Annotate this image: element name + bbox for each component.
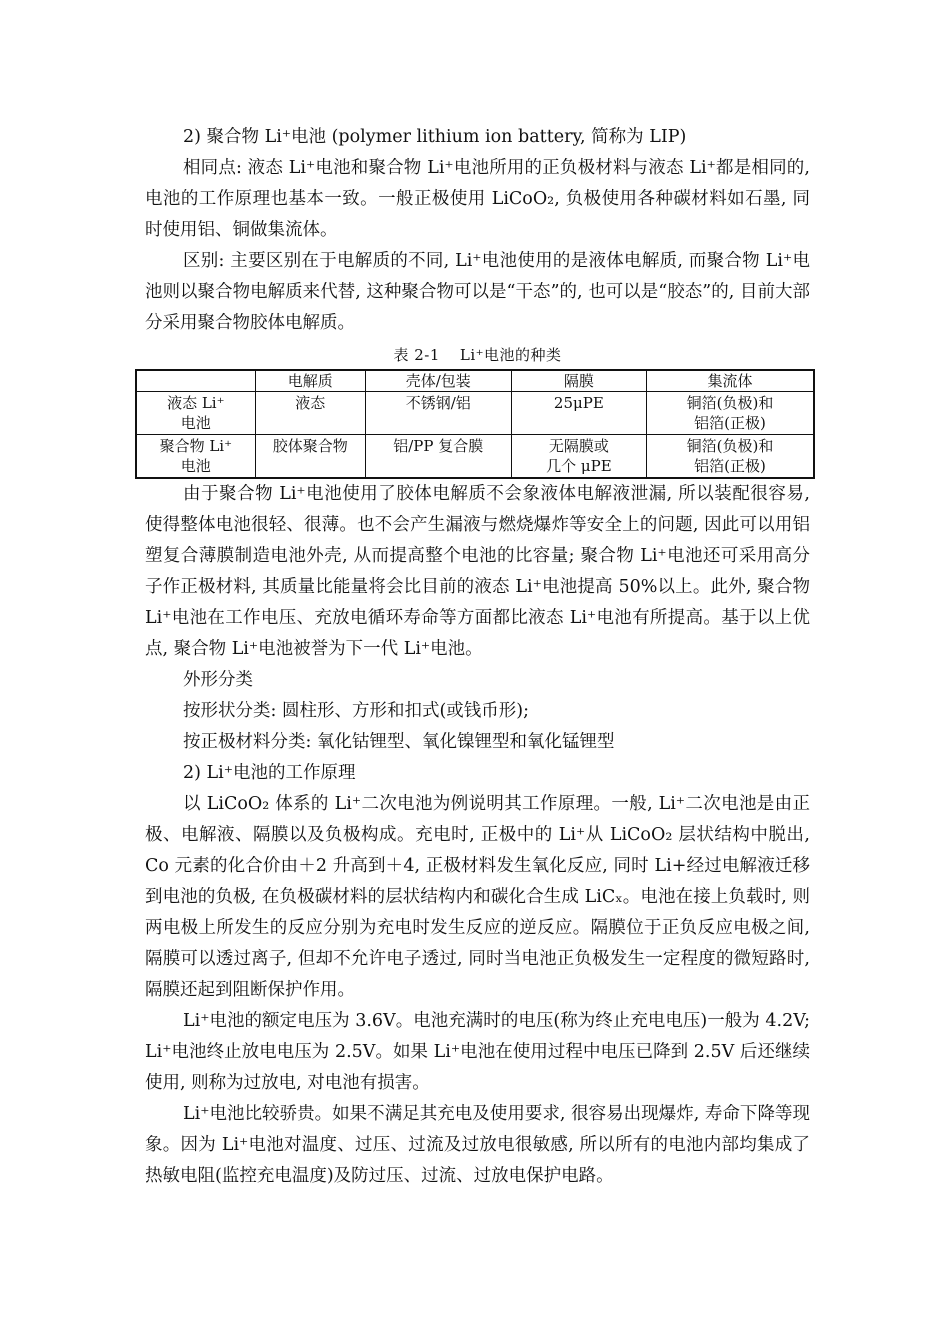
- table-caption: [145, 341, 810, 369]
- paragraph-differences: 区别: 主要区别在于电解质的不同, Li⁺电池使用的是液体电解质, 而聚合物 Li⁺电池则以聚合物电解质来代替, 这种聚合物可以是“干态”的, 也可以是“胶态”的, 目前大部分采用聚合物胶体电解质。: [145, 251, 810, 333]
- table-cell: 无隔膜或 几个 μPE: [511, 435, 646, 479]
- paragraph-similarities: 相同点: 液态 Li⁺电池和聚合物 Li⁺电池所用的正负极材料与液态 Li⁺都是相同的, 电池的工作原理也基本一致。一般正极使用 LiCoO₂, 负极使用各种碳材料如石墨, 同时使用铝、铜做集流体。: [145, 158, 810, 240]
- paragraph-protection: Li⁺电池比较骄贵。如果不满足其充电及使用要求, 很容易出现爆炸, 寿命下降等现象。因为 Li⁺电池对温度、过压、过流及过放电很敏感, 所以所有的电池内部均集成了热敏电阻(监控充电温度)及防过压、过流、过放电保护电路。: [145, 1104, 810, 1186]
- table-caption-number: 表 2-1: [393, 346, 440, 364]
- table-header-cell: [136, 370, 255, 392]
- table-caption-title: Li⁺电池的种类: [459, 346, 562, 364]
- table-cell: 铜箔(负极)和 铝箔(正极): [647, 435, 814, 479]
- paragraph-voltage: Li⁺电池的额定电压为 3.6V。电池充满时的电压(称为终止充电电压)一般为 4.2V; Li⁺电池终止放电电压为 2.5V。如果 Li⁺电池在使用过程中电压已降到 2.5V 后还继续使用, 则称为过放电, 对电池有损害。: [145, 1011, 810, 1093]
- heading-shape-classification: 外形分类: [183, 670, 253, 690]
- table-row: [136, 435, 814, 479]
- table-row: [136, 392, 814, 435]
- table-cell: 液态 Li⁺ 电池: [136, 392, 255, 435]
- table-header-cell: 电解质: [255, 370, 365, 392]
- list-item-by-cathode: 按正极材料分类: 氧化钴锂型、氧化镍锂型和氧化锰锂型: [183, 732, 615, 752]
- table-cell: 不锈钢/铝: [365, 392, 511, 435]
- table-cell: 25μPE: [511, 392, 646, 435]
- table-header-cell: 壳体/包装: [365, 370, 511, 392]
- table-header-row: [136, 370, 814, 392]
- battery-types-table: [135, 369, 815, 479]
- table-cell: 液态: [255, 392, 365, 435]
- paragraph-working-principle: 以 LiCoO₂ 体系的 Li⁺二次电池为例说明其工作原理。一般, Li⁺二次电池是由正极、电解液、隔膜以及负极构成。充电时, 正极中的 Li⁺从 LiCoO₂ 层状结构中脱出, Co 元素的化合价由＋2 升高到＋4, 正极材料发生氧化反应, 同时 Li+经过电解液迁移到电池的负极, 在负极碳材料的层状结构内和碳化合生成 LiCₓ。电池在接上负载时, 则两电极上所发生的反应分别为充电时发生反应的逆反应。隔膜位于正负反应电极之间, 隔膜可以透过离子, 但却不允许电子透过, 同时当电池正负极发生一定程度的微短路时, 隔膜还起到阻断保护作用。: [145, 794, 810, 1000]
- paragraph-polymer-advantages: 由于聚合物 Li⁺电池使用了胶体电解质不会象液体电解液泄漏, 所以装配很容易, 使得整体电池很轻、很薄。也不会产生漏液与燃烧爆炸等安全上的问题, 因此可以用铝塑复合薄膜制造电池外壳, 从而提高整个电池的比容量; 聚合物 Li⁺电池还可采用高分子作正极材料, 其质量比能量将会比目前的液态 Li⁺电池提高 50%以上。此外, 聚合物 Li⁺电池在工作电压、充放电循环寿命等方面都比液态 Li⁺电池有所提高。基于以上优点, 聚合物 Li⁺电池被誉为下一代 Li⁺电池。: [145, 484, 810, 659]
- table-header-cell: 集流体: [647, 370, 814, 392]
- table-cell: 铝/PP 复合膜: [365, 435, 511, 479]
- table-header-cell: 隔膜: [511, 370, 646, 392]
- section-heading-polymer: 2) 聚合物 Li⁺电池 (polymer lithium ion battery, 简称为 LIP): [183, 127, 687, 147]
- table-cell: 聚合物 Li⁺ 电池: [136, 435, 255, 479]
- table-cell: 胶体聚合物: [255, 435, 365, 479]
- section-heading-principle: 2) Li⁺电池的工作原理: [183, 763, 356, 783]
- table-cell: 铜箔(负极)和 铝箔(正极): [647, 392, 814, 435]
- list-item-by-shape: 按形状分类: 圆柱形、方形和扣式(或钱币形);: [183, 701, 530, 721]
- document-page: [145, 122, 810, 1192]
